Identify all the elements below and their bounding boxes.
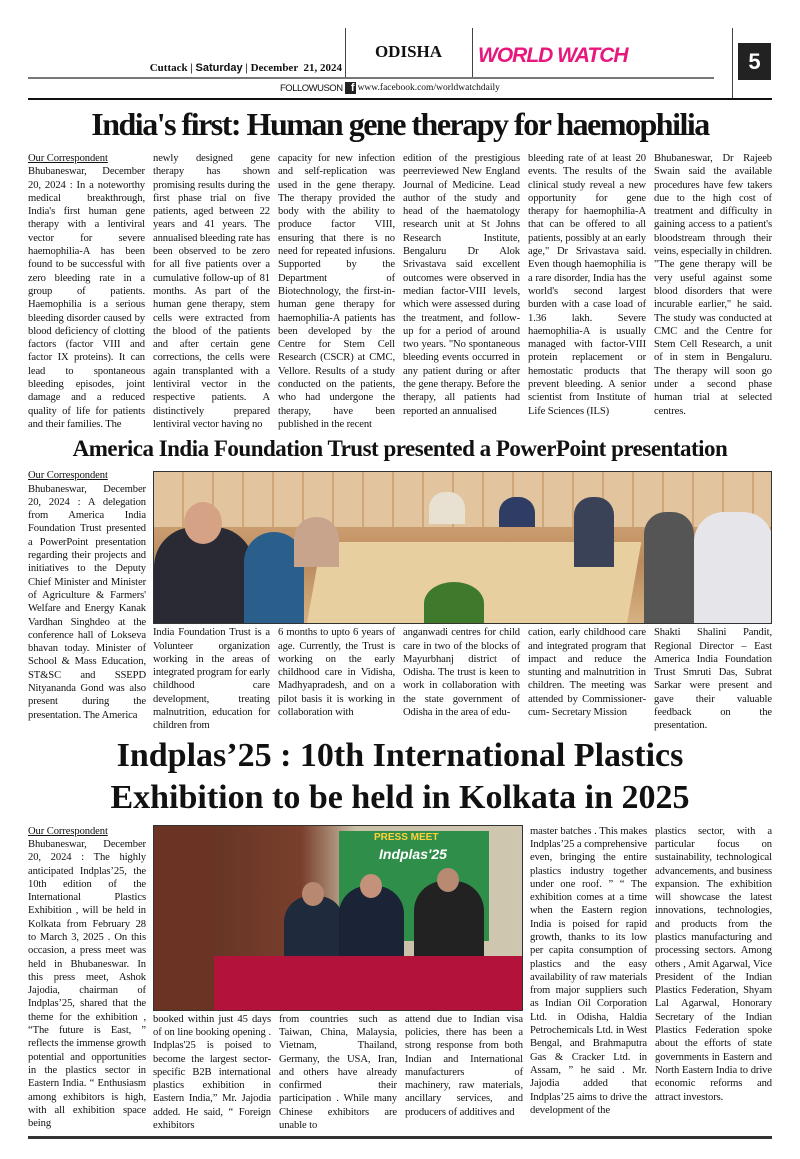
follow-us	[280, 82, 500, 94]
article2-right	[153, 469, 772, 732]
article3-right	[530, 825, 772, 1118]
masthead-divider	[732, 28, 733, 98]
article3-lower-columns	[153, 1013, 523, 1133]
article1-col-6: Bhubaneswar, Dr Rajeeb Swain said the available procedures have few takers due to the high cost of treatment and difficulty in gaining access to a patient's bloodstream through their veins, especially in children. "The gene therapy will be very useful against some blood disorders that were incurable earlier," he said. The study was conducted at CMC and the Centre for Stem Cell Research, a unit of in stem in Bengaluru. The therapy will soon go under a second phase human trial at selected centres.	[654, 153, 772, 417]
article3-text: Bhubaneswar, December 20, 2024 : The highly anticipated Indplas’25, the 10th edition of the International Plastics Exhibition , will be held in Kolkata from February 28 to March 3, 2025 . On this occasion, a press meet was held in Bhubaneswar. In this press meet, Ashok Jajodia, chairman of Indplas’25, shared that the theme for the exhibition , “The future is East, ” reflects the immense growth potential and opportunities in the plastics sector in Eastern India. “ Enthusiasm among exhibitors is high, with all exhibition space being	[28, 838, 146, 1130]
article2-lower-columns	[153, 626, 772, 732]
photo-logo-text: Indplas'25	[379, 845, 447, 862]
article3-headline-line1: Indplas’25 : 10th International Plastics	[116, 736, 684, 774]
masthead-rule	[28, 77, 714, 79]
meeting-photo	[153, 471, 772, 624]
article1-text: Bhubaneswar, December 20, 2024 : In a noteworthy medical breakthrough, India's first human gene therapy with a lentiviral vector for severe haemophilia-A has been found to be successful with zero bleeding rate in a group of patients. Haemophilia is a serious bleeding disorder caused by blood deficiency of clotting factors (factor VIII and factor IX proteins). It can lead to spontaneous bleeding episodes, joint damage and a reduced quality of life for patients and their families. The	[28, 166, 145, 430]
page-number: 5	[738, 43, 771, 80]
byline: Our Correspondent	[28, 470, 108, 482]
press-meet-photo	[153, 825, 523, 1011]
article1-body	[28, 152, 772, 431]
masthead	[0, 0, 800, 100]
day: Saturday	[195, 62, 243, 74]
article2-body	[28, 469, 772, 732]
article2-col-5: cation, early childhood care and integrated program that impact and reduce the stunting and malnutrition in children. The meeting was attended by Commissioner-cum- Secretary Mission	[528, 627, 646, 719]
article2-headline: America India Foundation Trust presented a PowerPoint presentation	[72, 436, 728, 462]
masthead-divider	[472, 28, 473, 78]
article2-col-3: 6 months to upto 6 years of age. Currently, the Trust is working on the early childhood care in Vidisha, Madhyapradesh, and on a pilot basis it is working in collaboration with	[278, 627, 395, 719]
byline: Our Correspondent	[28, 153, 108, 164]
photo-banner-text: PRESS MEET	[374, 831, 439, 843]
article1-col-1	[28, 152, 145, 431]
dateline: Cuttack | Saturday | December 21, 2024	[149, 62, 342, 74]
article1-col-4: edition of the prestigious peerreviewed New England Journal of Medicine. Lead author of the study and head of the haematology research unit at St Johns Research Institute, Bengaluru Dr Alok Srivastava said excellent outcomes were observed in median factor-VIII levels, which were assessed during the treatment, and follow-up for a period of around two years. "No spontaneous bleeding events occurred in any patient during or after the gene therapy. Before the therapy, all patients had reported an annualised	[403, 153, 520, 417]
article2-col-6: Shakti Shalini Pandit, Regional Director – East America India Foundation Trust Smruti Das, Subrat Sarkar were present and gave their valuable feedback on the presentation.	[654, 627, 772, 732]
article1-col-5: bleeding rate of at least 20 events. The results of the clinical study reveal a new opportunity for gene therapy for haemophilia-A that can be offered to all patients, possibly at an early age," Dr Srivastava said. Even though haemophilia is a rare disorder, India has the world's second largest burden with a case load of 1.36 lakh. Severe haemophilia-A is usually managed with factor-VIII protein replacement or hemostatic products that prevent bleeding. A senior scientist from Institute of Life Sciences (ILS)	[528, 153, 646, 417]
article3-middle	[153, 825, 523, 1133]
brand-logo: WORLD WATCH	[478, 44, 628, 67]
article3-headline-line2: Exhibition to be held in Kolkata in 2025	[110, 778, 690, 816]
facebook-link[interactable]: www.facebook.com/worldwatchdaily	[357, 83, 500, 93]
footer-rule	[28, 1136, 772, 1139]
article3-col-1	[28, 825, 146, 1131]
article2-col-1	[28, 469, 146, 722]
article3-col-4: attend due to Indian visa policies, there has been a strong response from both Indian and International manufacturers of machinery, raw materials, ancillary services, and producers of additives and	[405, 1013, 523, 1118]
article3-col-3: from countries such as Taiwan, China, Malaysia, Vietnam, Thailand, Germany, the USA, Iran, and others have already confirmed their participation . While many Chinese exhibitors are unable to	[279, 1013, 397, 1131]
article3-col-2: booked within just 45 days of on line booking opening . Indplas'25 is poised to become the largest sector-specific B2B international plastics exhibition in Eastern India,” Mr. Jajodia added. He said, “ Foreign exhibitors	[153, 1013, 271, 1131]
article1-headline: India's first: Human gene therapy for haemophilia	[91, 106, 709, 142]
facebook-icon[interactable]: f	[345, 82, 356, 94]
byline: Our Correspondent	[28, 825, 108, 837]
article2-col-2: India Foundation Trust is a Volunteer organization working in the areas of integrated program for early childhood care development, treating malnutrition, education for children from	[153, 627, 270, 732]
article2-col-4: anganwadi centres for child care in two of the blocks of Mayurbhanj district of Odisha. The trust is keen to work in collaboration with the state government of Odisha in the area of edu-	[403, 627, 520, 719]
article2-text: Bhubaneswar, December 20, 2024 : A delegation from America India Foundation Trust presented a PowerPoint presentation regarding their projects and initiatives to the Deputy Chief Minister and Minister of Agriculture & Farmers' Welfare and Energy Kanak Vardhan Singhdeo at the conference hall of Lokseva bhavan today. Minister of School & Mass Education, ST&SC and SSEPD Nityananda Gond was also present during the presentation. The America	[28, 483, 146, 721]
article3-col-5: master batches . This makes Indplas’25 a comprehensive even, bringing the entire plastics industry together under one roof. ” “ The exhibition comes at a time when the Eastern region India is poised for rapid growth, thanks to its low per capita consumption of plastics and the easy availability of raw materials from major suppliers such as Indian Oil Corporation Ltd. in Odisha, Haldia Petrochemicals Ltd. in West Bengal, and Brahmaputra Gas & Cracker Ltd. in Assam, ” he said . Mr. Jajodia added that Indplas’25 aims to drive the development of the	[530, 825, 647, 1116]
date: December 21, 2024	[250, 62, 342, 74]
article1-col-3: capacity for new infection and self-replication was used in the gene therapy. The therapy provided the body with the ability to produce factor VIII, ensuring that there is no need for repeated infusions. Supported by the Department of Biotechnology, the first-in-human gene therapy for haemophilia-A patients has been developed by the Centre for Stem Cell Research (CSCR) at CMC, Vellore. Results of a study conducted on the patients, who had undergone the therapy, have been published in the recent	[278, 153, 395, 430]
article3-col-6: plastics sector, with a particular focus on sustainability, technological advancements, and business expansion. The exhibition will showcase the latest innovations, technologies, and products from the plastics manufacturing and processing sectors. Among others , Amit Agarwal, Vice President of the Indian Plastics Federation, Shyam Lal Agarwal, Honorary Secretary of the Indian Plastics Federation spoke about the efforts of state governments in Eastern and North Eastern India to drive economic reforms and attract investors.	[655, 825, 772, 1103]
header-rule	[28, 98, 772, 100]
article3-body	[28, 825, 772, 1133]
city: Cuttack	[149, 62, 188, 74]
follow-label: FOLLOWUSON	[280, 82, 343, 94]
article1-col-2: newly designed gene therapy has shown promising results during the first phase trial on five patients, aged between 22 years and 41 years. The annualised bleeding rate has been observed to be zero for all five patients over a cumulative follow-up of 81 months. As part of the human gene therapy, stem cells were extracted from the blood of the patients and after certain gene corrections, the cells were again transplanted with a lentiviral vector in the respective patients. A distinctively prepared lentiviral vector having no	[153, 153, 270, 430]
section-title: ODISHA	[374, 42, 443, 61]
